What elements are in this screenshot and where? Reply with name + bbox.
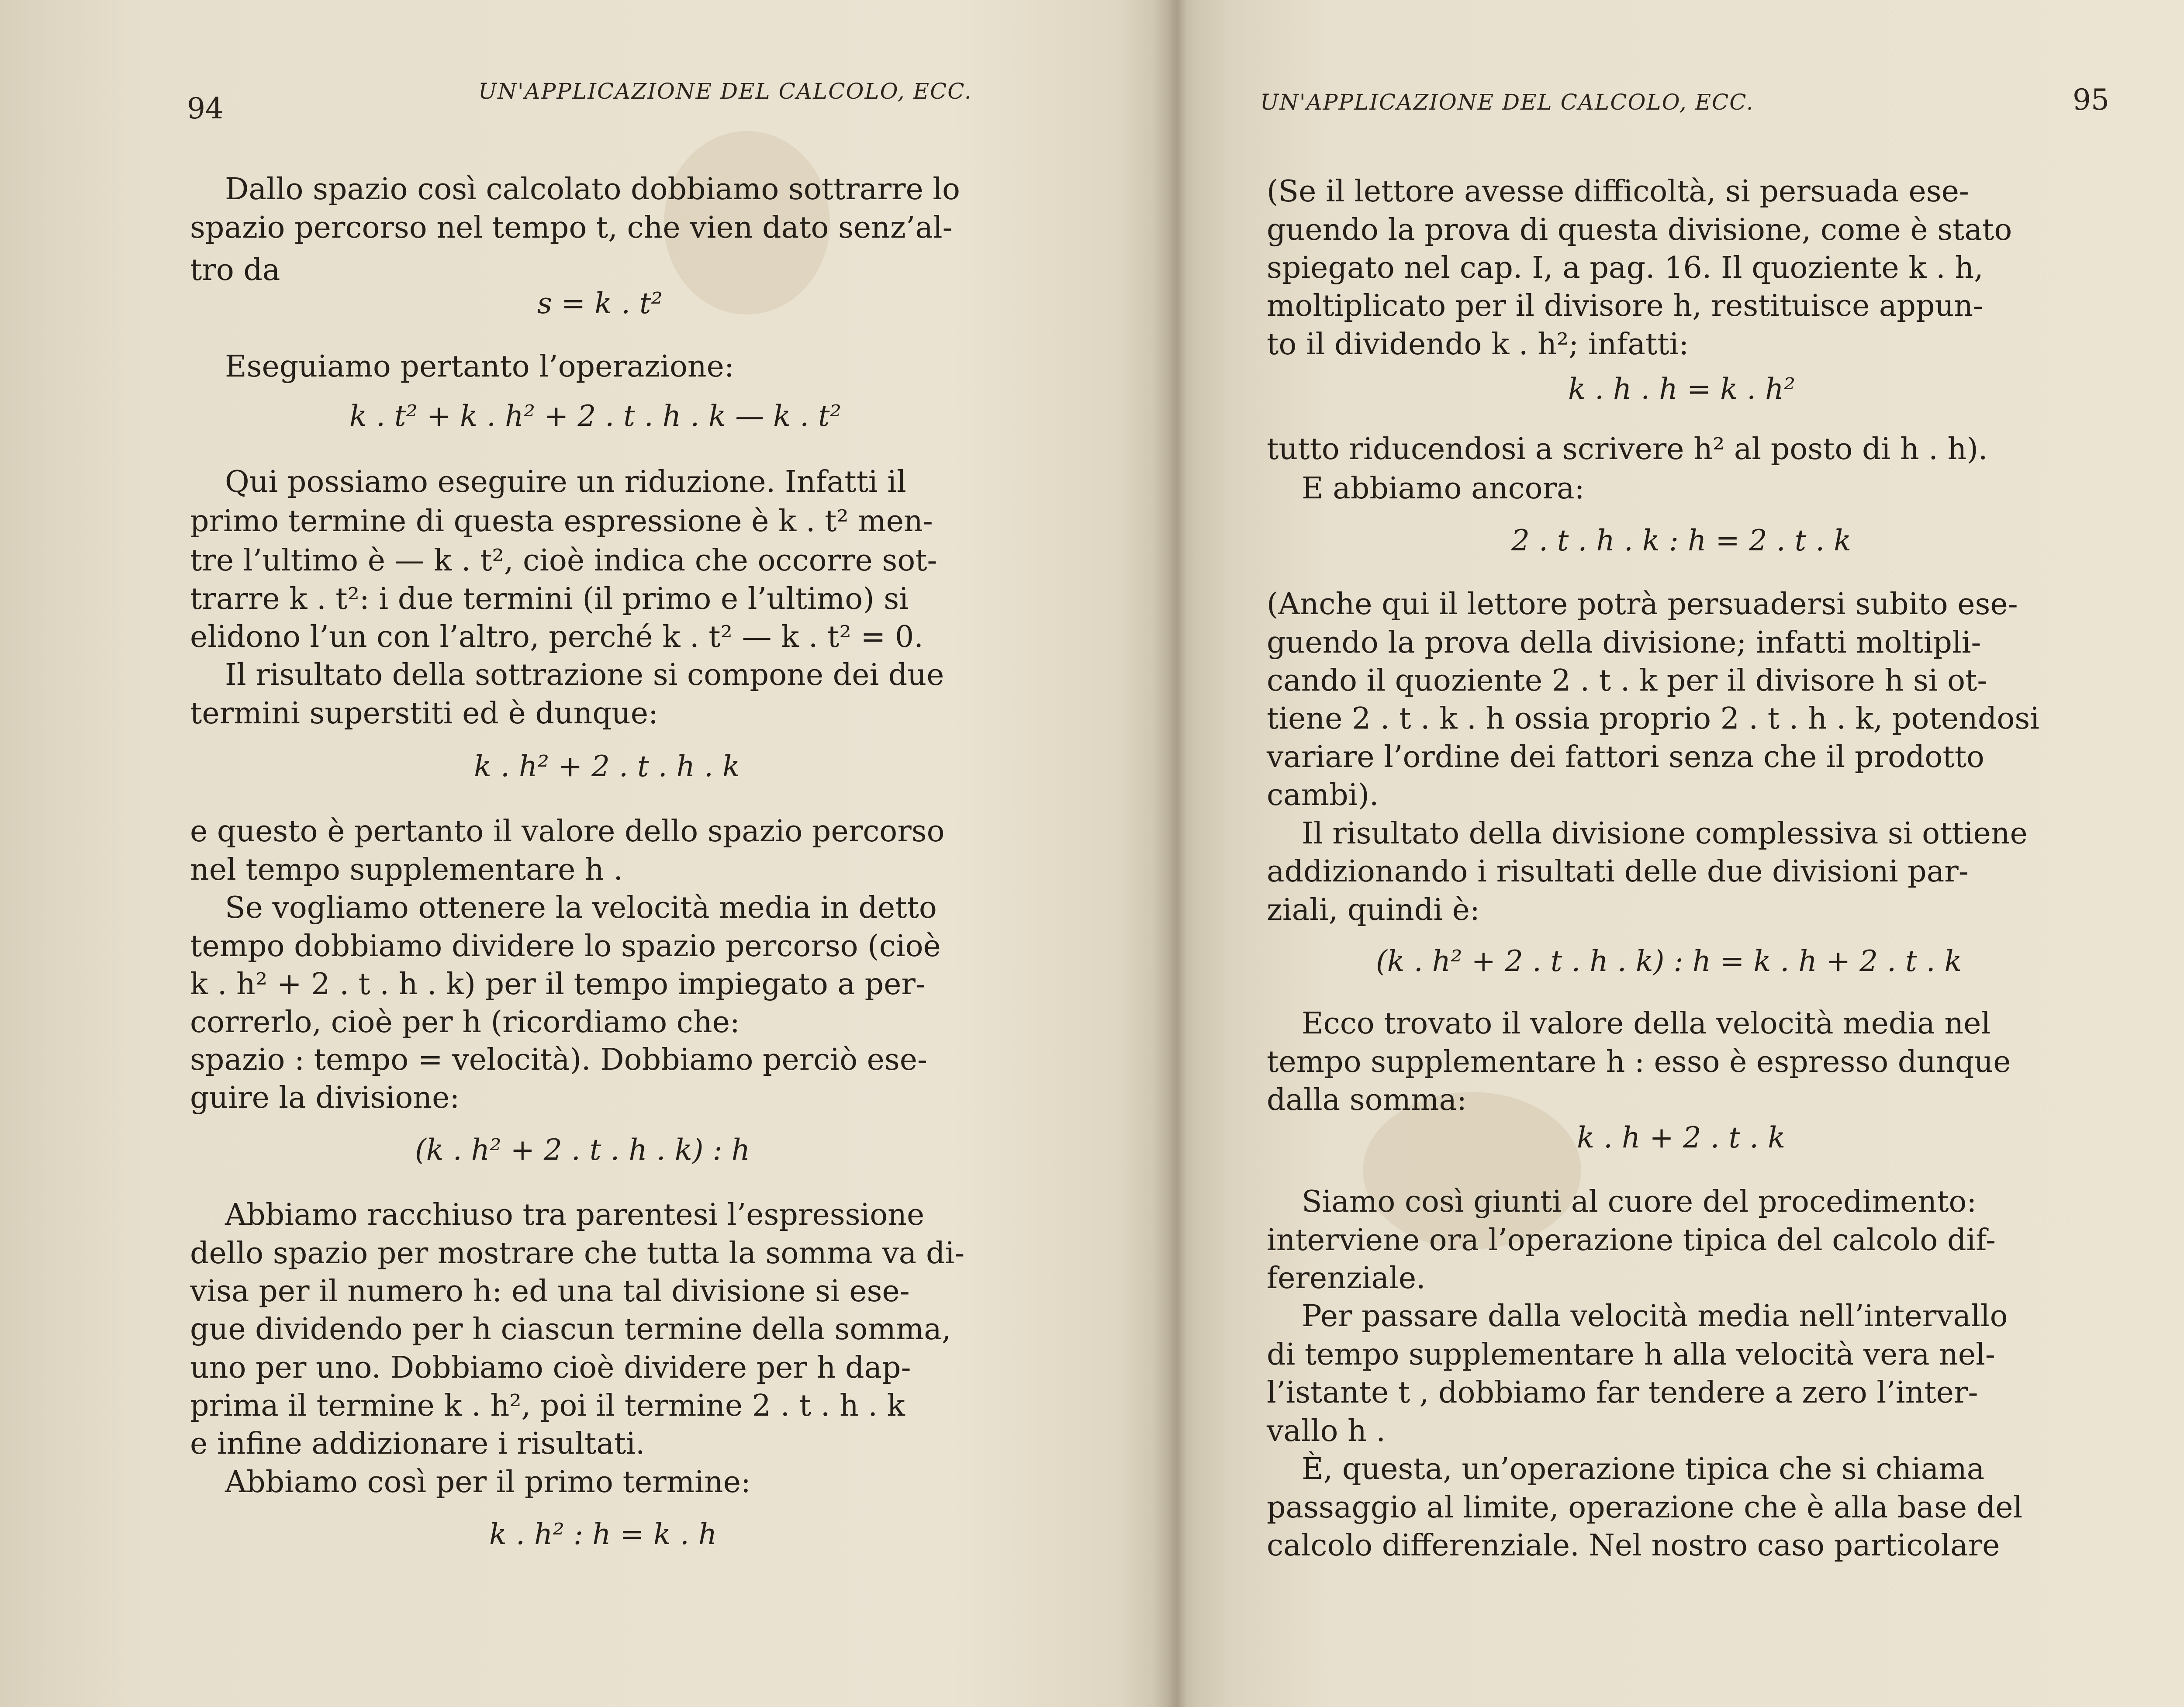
formula: k . t² + k . h² + 2 . t . h . k — k . t² (349, 399, 842, 433)
text-line: tempo dobbiamo dividere lo spazio percorso (cioè (190, 929, 941, 964)
text-line: tempo supplementare h : esso è espresso dunque (1267, 1045, 2011, 1079)
text-line: ferenziale. (1267, 1261, 1426, 1296)
text-line: guire la divisione: (190, 1081, 460, 1115)
text-line: visa per il numero h: ed una tal divisione si ese- (190, 1274, 910, 1309)
text-line: e infine addizionare i risultati. (190, 1427, 645, 1461)
text-line: spiegato nel cap. I, a pag. 16. Il quoziente k . h, (1267, 251, 1984, 285)
formula: (k . h² + 2 . t . h . k) : h = k . h + 2 . t . k (1376, 944, 1962, 978)
text-line: correrlo, cioè per h (ricordiamo che: (190, 1005, 740, 1040)
text-line: k . h² + 2 . t . h . k) per il tempo impiegato a per- (190, 967, 926, 1002)
text-line: dalla somma: (1267, 1083, 1467, 1117)
running-head: UN'APPLICAZIONE DEL CALCOLO, ECC. (1260, 90, 1754, 115)
text-line: tutto riducendosi a scrivere h² al posto di h . h). (1267, 432, 1988, 466)
text-line: (Anche qui il lettore potrà persuadersi subito ese- (1267, 587, 2018, 622)
formula: 2 . t . h . k : h = 2 . t . k (1511, 524, 1852, 557)
text-line: ziali, quindi è: (1267, 893, 1480, 927)
text-line: Il risultato della divisione complessiva si ottiene (1302, 816, 2028, 851)
text-line: nel tempo supplementare h . (190, 853, 623, 887)
text-line: dello spazio per mostrare che tutta la somma va di- (190, 1236, 965, 1271)
text-line: cando il quoziente 2 . t . k per il divisore h si ot- (1267, 663, 1987, 698)
text-line: di tempo supplementare h alla velocità vera nel- (1267, 1337, 1995, 1372)
text-line: to il dividendo k . h²; infatti: (1267, 327, 1689, 362)
text-line: È, questa, un’operazione tipica che si chiama (1302, 1452, 1985, 1486)
text-line: Abbiamo così per il primo termine: (225, 1465, 751, 1500)
text-line: calcolo differenziale. Nel nostro caso particolare (1267, 1528, 2000, 1563)
text-line: tro da (190, 253, 280, 287)
text-line: e questo è pertanto il valore dello spazio percorso (190, 814, 945, 849)
formula: k . h² : h = k . h (489, 1517, 717, 1551)
text-line: (Se il lettore avesse difficoltà, si persuada ese- (1267, 174, 1969, 209)
text-line: Eseguiamo pertanto l’operazione: (225, 349, 734, 384)
text-line: Ecco trovato il valore della velocità media nel (1302, 1006, 1991, 1041)
text-line: tiene 2 . t . k . h ossia proprio 2 . t . h . k, potendosi (1267, 701, 2039, 736)
text-line: cambi). (1267, 778, 1379, 812)
text-line: moltiplicato per il divisore h, restituisce appun- (1267, 289, 1984, 323)
text-line: passaggio al limite, operazione che è alla base del (1267, 1490, 2023, 1525)
running-head: UN'APPLICAZIONE DEL CALCOLO, ECC. (478, 79, 972, 104)
right-page (1175, 0, 2184, 1707)
text-line: primo termine di questa espressione è k . t² men- (190, 504, 933, 539)
formula: k . h² + 2 . t . h . k (474, 750, 740, 783)
text-line: Se vogliamo ottenere la velocità media in detto (225, 891, 937, 925)
text-line: uno per uno. Dobbiamo cioè dividere per h dap- (190, 1351, 911, 1385)
page-number: 95 (2073, 83, 2109, 117)
text-line: tre l’ultimo è — k . t², cioè indica che occorre sot- (190, 543, 937, 578)
text-line: l’istante t , dobbiamo far tendere a zero l’inter- (1267, 1375, 1978, 1410)
formula: k . h . h = k . h² (1568, 372, 1796, 406)
text-line: Per passare dalla velocità media nell’intervallo (1302, 1299, 2008, 1334)
text-line: Dallo spazio così calcolato dobbiamo sottrarre lo (225, 172, 960, 207)
formula: s = k . t² (537, 287, 663, 320)
text-line: variare l’ordine dei fattori senza che il prodotto (1267, 740, 1984, 774)
text-line: termini superstiti ed è dunque: (190, 696, 658, 731)
formula: k . h + 2 . t . k (1577, 1121, 1786, 1154)
text-line: Il risultato della sottrazione si compone dei due (225, 658, 944, 692)
page-number: 94 (187, 92, 224, 125)
text-line: elidono l’un con l’altro, perché k . t² — k . t² = 0. (190, 620, 923, 654)
text-line: Qui possiamo eseguire un riduzione. Infatti il (225, 465, 906, 499)
text-line: trarre k . t²: i due termini (il primo e l’ultimo) si (190, 582, 909, 616)
text-line: addizionando i risultati delle due divisioni par- (1267, 854, 1969, 889)
text-line: Siamo così giunti al cuore del procedimento: (1302, 1185, 1977, 1219)
text-line: guendo la prova di questa divisione, come è stato (1267, 213, 2012, 247)
text-line: E abbiamo ancora: (1302, 471, 1585, 506)
text-line: Abbiamo racchiuso tra parentesi l’espressione (225, 1198, 925, 1232)
text-line: prima il termine k . h², poi il termine 2 . t . h . k (190, 1389, 905, 1423)
text-line: spazio : tempo = velocità). Dobbiamo perciò ese- (190, 1043, 928, 1077)
text-line: interviene ora l’operazione tipica del calcolo dif- (1267, 1223, 1996, 1258)
text-line: guendo la prova della divisione; infatti moltipli- (1267, 625, 1981, 660)
text-line: gue dividendo per h ciascun termine della somma, (190, 1312, 951, 1347)
text-line: vallo h . (1267, 1414, 1386, 1448)
text-line: spazio percorso nel tempo t, che vien dato senz’al- (190, 211, 953, 245)
formula: (k . h² + 2 . t . h . k) : h (415, 1133, 750, 1167)
